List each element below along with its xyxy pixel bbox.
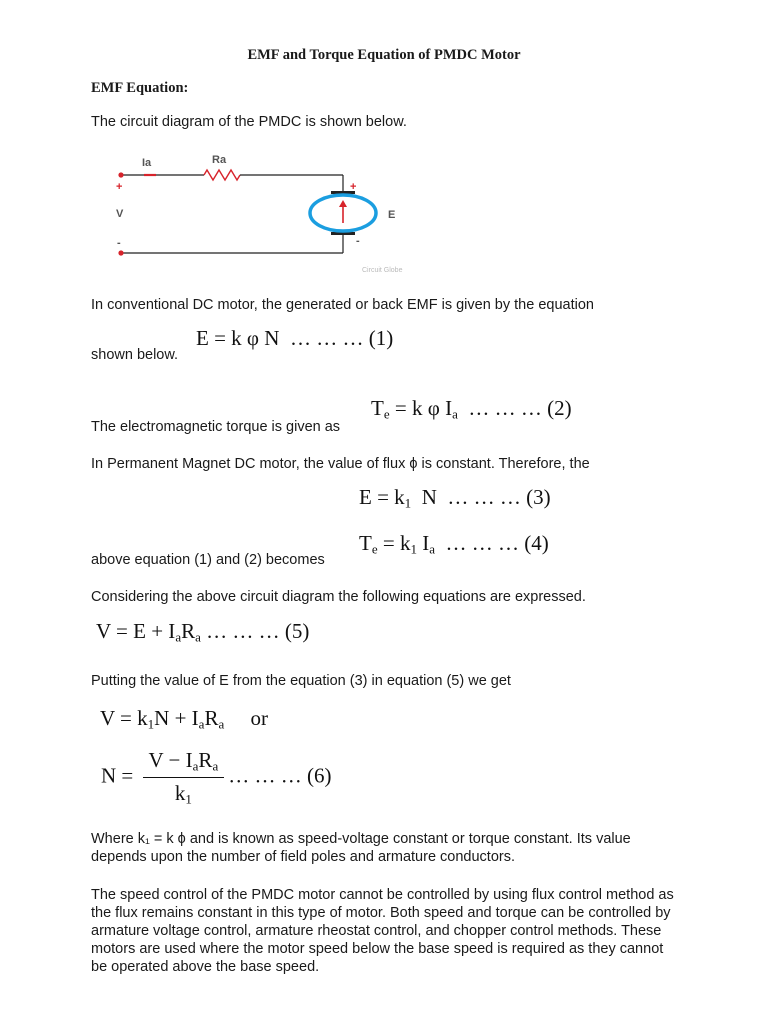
label-ia: Ia <box>142 157 152 169</box>
paragraph-flux-constant: In Permanent Magnet DC motor, the value of flux ϕ is constant. Therefore, the <box>91 456 590 472</box>
page-title: EMF and Torque Equation of PMDC Motor <box>247 47 521 63</box>
paragraph-back-emf: In conventional DC motor, the generated or back EMF is given by the equation <box>91 297 594 313</box>
label-e: E <box>388 209 396 221</box>
label-plus-left: + <box>116 181 123 193</box>
equation-5: $V = E + I_aR_a$ … … … (5) <box>96 619 310 645</box>
label-ra: Ra <box>212 154 227 166</box>
circuit-diagram <box>112 150 428 276</box>
label-plus-right: + <box>350 181 357 193</box>
paragraph-becomes: above equation (1) and (2) becomes <box>91 552 325 568</box>
paragraph-putting: Putting the value of E from the equation (3) in equation (5) we get <box>91 673 511 689</box>
equation-1: E = k φ N … … … (1) <box>196 326 394 350</box>
paragraph-considering: Considering the above circuit diagram the following equations are expressed. <box>91 589 586 605</box>
paragraph-circuit-intro: The circuit diagram of the PMDC is shown below. <box>91 114 407 130</box>
resistor-ra <box>204 170 240 180</box>
section-heading-emf: EMF Equation: <box>91 80 189 96</box>
paragraph-speed-control: The speed control of the PMDC motor cannot be controlled by using flux control method as the flux remains constant in this type of motor. Both speed and torque can be controlled by armature voltage control, armature rheostat control, and chopper control methods. These motors are used where the motor speed below the base speed is required as they cannot be operated above the base speed. <box>91 887 674 975</box>
terminal-top <box>118 172 123 177</box>
equation-5b: $V = k_1N + I_aR_a$ or <box>100 706 268 732</box>
equation-6: N = $\frac{V - I_aR_a}{k_1}$ … … … (6) <box>101 748 332 807</box>
label-minus-left: - <box>117 237 121 249</box>
paragraph-where: Where k₁ = k ϕ and is known as speed-voltage constant or torque constant. Its value depends upon the number of field poles and armature conductors. <box>91 831 631 865</box>
terminal-bottom <box>118 250 123 255</box>
watermark: Circuit Globe <box>362 267 403 274</box>
label-v: V <box>116 208 124 220</box>
equation-2: $T_e = k$ φ $I_a$ … … … (2) <box>371 396 572 422</box>
equation-3: $E = k_1$ N … … … (3) <box>359 485 551 511</box>
equation-4: $T_e = k_1$ $I_a$ … … … (4) <box>359 531 549 557</box>
paragraph-shown-below: shown below. <box>91 347 179 363</box>
label-minus-right: - <box>356 235 360 247</box>
paragraph-torque: The electromagnetic torque is given as <box>91 419 341 435</box>
fraction-6: $\frac{V - I_aR_a}{k_1}$ <box>143 748 225 808</box>
